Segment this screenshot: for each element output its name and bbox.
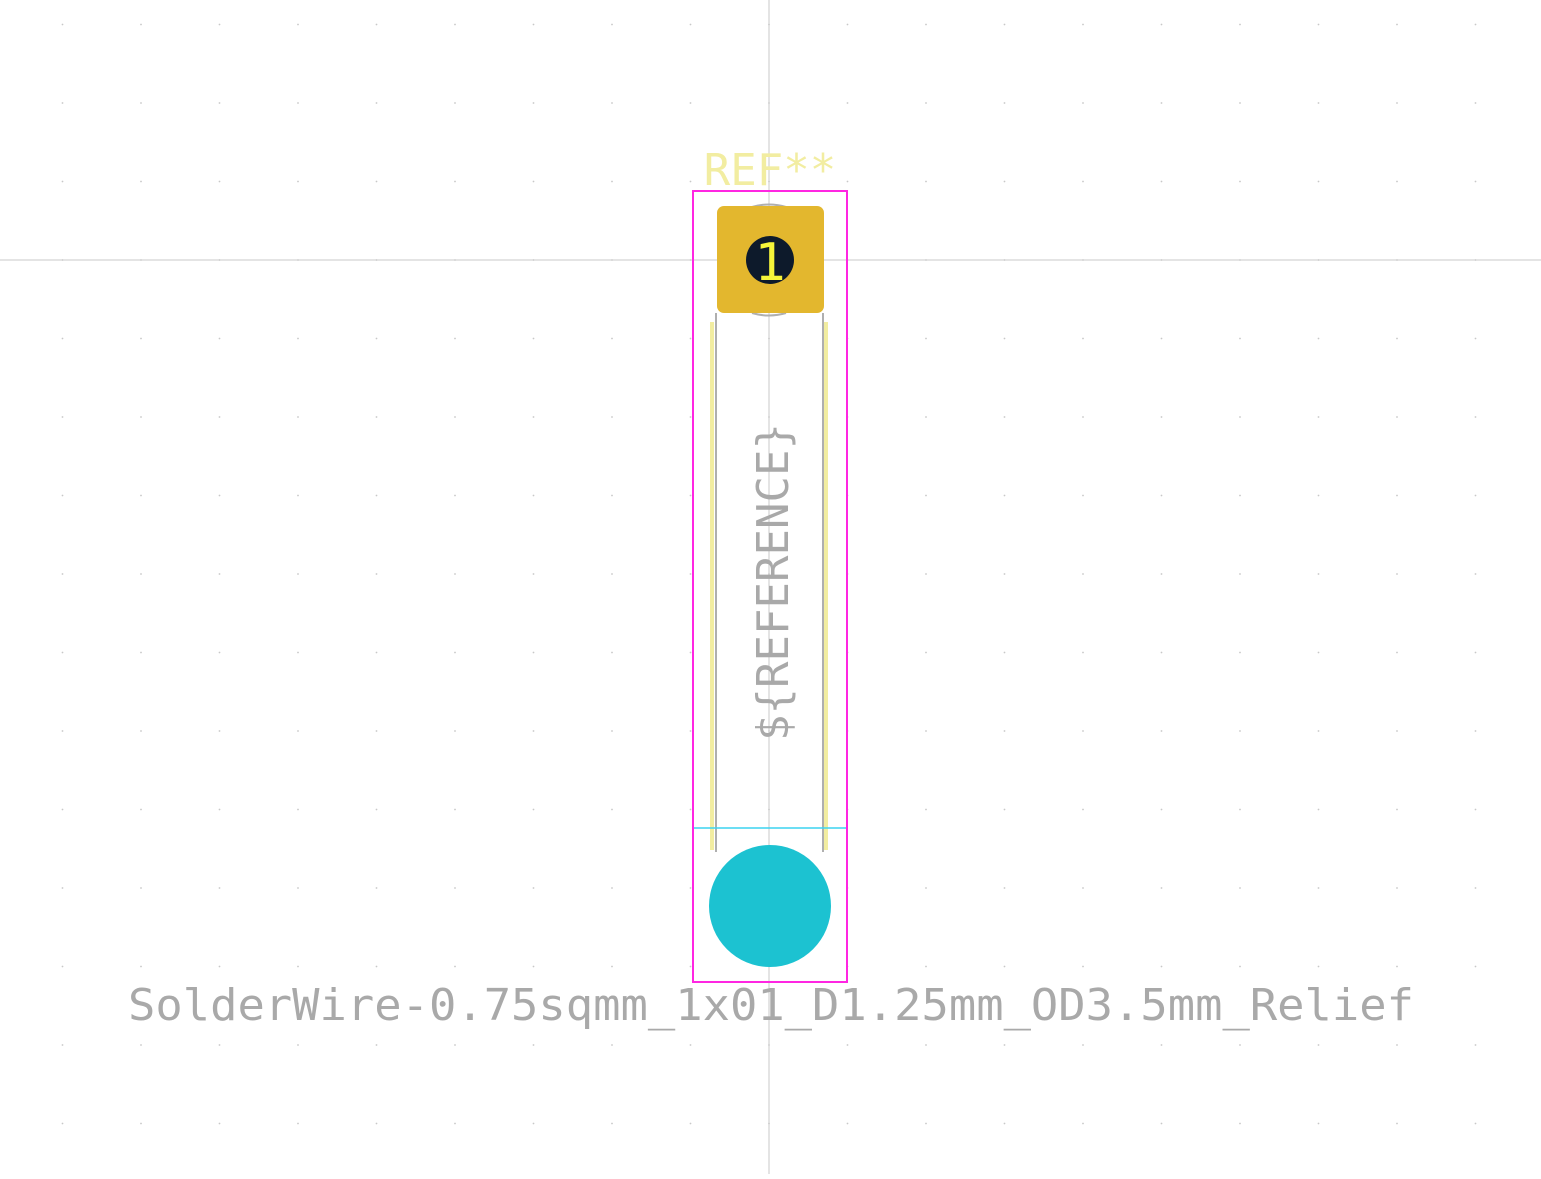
grid-dot	[1396, 24, 1398, 26]
grid-dot	[454, 809, 456, 811]
grid-dot	[1082, 809, 1084, 811]
grid-dot	[1082, 24, 1084, 26]
grid-dot	[62, 730, 64, 732]
grid-dot	[1475, 730, 1477, 732]
grid-dot	[533, 102, 535, 104]
grid-dot	[1082, 102, 1084, 104]
grid-dot	[1396, 1123, 1398, 1125]
grid-dot	[140, 102, 142, 104]
grid-dot	[1475, 652, 1477, 654]
grid-dot	[1396, 809, 1398, 811]
grid-dot	[62, 495, 64, 497]
grid-dot	[1161, 102, 1163, 104]
grid-dot	[376, 652, 378, 654]
grid-dot	[925, 102, 927, 104]
grid-dot	[219, 24, 221, 26]
grid-dot	[925, 24, 927, 26]
grid-dot	[925, 181, 927, 183]
grid-dot	[62, 181, 64, 183]
grid-dot	[1082, 966, 1084, 968]
grid-dot	[140, 730, 142, 732]
grid-dot	[1396, 573, 1398, 575]
grid-dot	[376, 338, 378, 340]
grid-dot	[376, 416, 378, 418]
grid-dot	[533, 338, 535, 340]
grid-dot	[1318, 730, 1320, 732]
grid-dot	[533, 416, 535, 418]
grid-dot	[454, 1123, 456, 1125]
grid-dot	[62, 573, 64, 575]
grid-dot	[1396, 181, 1398, 183]
grid-dot	[611, 652, 613, 654]
grid-dot	[611, 573, 613, 575]
grid-dot	[533, 1044, 535, 1046]
pad-number-label: 1	[754, 233, 786, 293]
grid-dot	[533, 809, 535, 811]
grid-dot	[1475, 102, 1477, 104]
grid-dot	[1161, 24, 1163, 26]
grid-dot	[376, 181, 378, 183]
grid-dot	[454, 652, 456, 654]
grid-dot	[297, 1123, 299, 1125]
strain-relief-circle-icon[interactable]	[709, 845, 831, 967]
grid-dot	[62, 102, 64, 104]
grid-dot	[454, 416, 456, 418]
grid-dot	[297, 887, 299, 889]
grid-dot	[690, 966, 692, 968]
grid-dot	[219, 338, 221, 340]
grid-dot	[690, 181, 692, 183]
grid-dot	[1318, 652, 1320, 654]
grid-dot	[140, 1123, 142, 1125]
grid-dot	[1239, 338, 1241, 340]
grid-dot	[1318, 1123, 1320, 1125]
grid-dot	[1239, 495, 1241, 497]
grid-dot	[533, 887, 535, 889]
grid-dot	[925, 887, 927, 889]
grid-dot	[1161, 495, 1163, 497]
grid-dot	[1161, 573, 1163, 575]
grid-dot	[140, 338, 142, 340]
grid-dot	[297, 573, 299, 575]
grid-dot	[376, 495, 378, 497]
grid-dot	[454, 181, 456, 183]
grid-dot	[1475, 181, 1477, 183]
grid-dot	[611, 1123, 613, 1125]
grid-dot	[219, 809, 221, 811]
grid-dot	[219, 730, 221, 732]
grid-dot	[1396, 416, 1398, 418]
grid-dot	[1082, 495, 1084, 497]
grid-dot	[454, 966, 456, 968]
grid-dot	[140, 966, 142, 968]
grid-dot	[925, 652, 927, 654]
grid-dot	[454, 24, 456, 26]
grid-dot	[454, 1044, 456, 1046]
grid-dot	[611, 416, 613, 418]
grid-dot	[1239, 573, 1241, 575]
grid-dot	[1475, 1123, 1477, 1125]
grid-dot	[219, 416, 221, 418]
grid-dot	[376, 1123, 378, 1125]
grid-dot	[140, 809, 142, 811]
grid-dot	[1239, 102, 1241, 104]
grid-dot	[847, 181, 849, 183]
grid-dot	[1161, 1044, 1163, 1046]
grid-dot	[1318, 573, 1320, 575]
grid-dot	[297, 338, 299, 340]
grid-dot	[1161, 652, 1163, 654]
grid-dot	[925, 1123, 927, 1125]
grid-dot	[1396, 102, 1398, 104]
grid-dot	[62, 1044, 64, 1046]
grid-dot	[376, 809, 378, 811]
grid-dot	[1475, 416, 1477, 418]
grid-dot	[925, 495, 927, 497]
grid-dot	[690, 1044, 692, 1046]
grid-dot	[611, 24, 613, 26]
grid-dot	[454, 338, 456, 340]
grid-dot	[690, 652, 692, 654]
grid-dot	[1475, 966, 1477, 968]
grid-dot	[925, 338, 927, 340]
grid-dot	[1239, 1123, 1241, 1125]
grid-dot	[847, 102, 849, 104]
grid-dot	[376, 24, 378, 26]
grid-dot	[297, 1044, 299, 1046]
grid-dot	[454, 495, 456, 497]
grid-dot	[690, 730, 692, 732]
grid-dot	[219, 966, 221, 968]
grid-dot	[1082, 730, 1084, 732]
grid-dot	[1004, 102, 1006, 104]
grid-dot	[1396, 887, 1398, 889]
grid-dot	[847, 24, 849, 26]
grid-dot	[847, 1044, 849, 1046]
grid-dot	[1396, 1044, 1398, 1046]
grid-dot	[1239, 181, 1241, 183]
grid-dot	[1318, 809, 1320, 811]
grid-dot	[690, 24, 692, 26]
grid-dot	[925, 416, 927, 418]
grid-dot	[1004, 24, 1006, 26]
grid-dot	[533, 181, 535, 183]
grid-dot	[1475, 809, 1477, 811]
grid-dot	[1082, 338, 1084, 340]
grid-dot	[1239, 966, 1241, 968]
grid-dot	[1396, 652, 1398, 654]
grid-dot	[1396, 730, 1398, 732]
grid-dot	[140, 181, 142, 183]
grid-dot	[611, 495, 613, 497]
grid-dot	[1239, 1044, 1241, 1046]
grid-dot	[1318, 338, 1320, 340]
grid-dot	[297, 495, 299, 497]
grid-dot	[690, 573, 692, 575]
grid-dot	[219, 652, 221, 654]
grid-dot	[1396, 966, 1398, 968]
grid-dot	[454, 730, 456, 732]
grid-dot	[219, 573, 221, 575]
grid-dot	[925, 809, 927, 811]
grid-dot	[376, 1044, 378, 1046]
grid-dot	[140, 24, 142, 26]
grid-dot	[140, 1044, 142, 1046]
grid-dot	[219, 181, 221, 183]
grid-dot	[62, 809, 64, 811]
grid-dot	[376, 966, 378, 968]
grid-dot	[1082, 416, 1084, 418]
grid-dot	[1161, 181, 1163, 183]
grid-dot	[1004, 181, 1006, 183]
grid-dot	[611, 887, 613, 889]
grid-dot	[62, 338, 64, 340]
grid-dot	[1475, 1044, 1477, 1046]
grid-dot	[62, 24, 64, 26]
grid-dot	[1318, 181, 1320, 183]
grid-dot	[297, 809, 299, 811]
grid-dot	[1082, 181, 1084, 183]
grid-dot	[454, 887, 456, 889]
grid-dot	[690, 102, 692, 104]
grid-dot	[62, 966, 64, 968]
grid-dot	[690, 495, 692, 497]
grid-dot	[454, 573, 456, 575]
grid-dot	[925, 573, 927, 575]
grid-dot	[1396, 338, 1398, 340]
grid-dot	[533, 966, 535, 968]
grid-dot	[297, 416, 299, 418]
grid-dot	[297, 966, 299, 968]
grid-dot	[140, 416, 142, 418]
grid-dot	[611, 809, 613, 811]
grid-dot	[1004, 966, 1006, 968]
grid-dot	[1318, 416, 1320, 418]
grid-dot	[690, 338, 692, 340]
grid-dot	[1318, 24, 1320, 26]
grid-dot	[1082, 1044, 1084, 1046]
grid-dot	[533, 24, 535, 26]
grid-dot	[1239, 416, 1241, 418]
grid-dot	[297, 181, 299, 183]
grid-dot	[297, 102, 299, 104]
grid-dot	[1318, 1044, 1320, 1046]
grid-dot	[847, 1123, 849, 1125]
grid-dot	[219, 887, 221, 889]
reference-field-text[interactable]: ${REFERENCE}	[748, 423, 799, 741]
grid-dot	[297, 24, 299, 26]
grid-dot	[1318, 966, 1320, 968]
grid-dot	[1004, 652, 1006, 654]
grid-dot	[611, 102, 613, 104]
grid-dot	[62, 887, 64, 889]
grid-dot	[140, 652, 142, 654]
grid-dot	[1318, 102, 1320, 104]
grid-dot	[219, 1123, 221, 1125]
grid-dot	[1475, 495, 1477, 497]
grid-dot	[690, 416, 692, 418]
grid-dot	[690, 809, 692, 811]
grid-dot	[1161, 809, 1163, 811]
grid-dot	[376, 573, 378, 575]
grid-dot	[1004, 495, 1006, 497]
grid-dot	[611, 181, 613, 183]
grid-dot	[1004, 573, 1006, 575]
grid-dot	[1475, 24, 1477, 26]
grid-dot	[533, 573, 535, 575]
grid-dot	[140, 573, 142, 575]
grid-dot	[1082, 652, 1084, 654]
grid-dot	[454, 102, 456, 104]
grid-dot	[1161, 338, 1163, 340]
grid-dot	[1239, 809, 1241, 811]
grid-dot	[376, 730, 378, 732]
grid-dot	[1004, 730, 1006, 732]
grid-dot	[1475, 573, 1477, 575]
grid-dot	[533, 495, 535, 497]
grid-dot	[219, 1044, 221, 1046]
grid-dot	[1004, 416, 1006, 418]
grid-dot	[140, 495, 142, 497]
grid-dot	[1239, 887, 1241, 889]
grid-dot	[1004, 338, 1006, 340]
footprint-value-text[interactable]: SolderWire-0.75sqmm_1x01_D1.25mm_OD3.5mm_Relief	[128, 980, 1414, 1031]
grid-dot	[1239, 652, 1241, 654]
grid-dot	[1004, 1044, 1006, 1046]
grid-dot	[219, 495, 221, 497]
grid-dot	[376, 887, 378, 889]
grid-dot	[1318, 887, 1320, 889]
grid-dot	[1239, 730, 1241, 732]
grid-dot	[690, 1123, 692, 1125]
grid-dot	[297, 652, 299, 654]
grid-dot	[1318, 495, 1320, 497]
grid-dot	[62, 652, 64, 654]
grid-dot	[611, 338, 613, 340]
grid-dot	[533, 730, 535, 732]
grid-dot	[1082, 1123, 1084, 1125]
grid-dot	[925, 1044, 927, 1046]
grid-dot	[1004, 887, 1006, 889]
grid-dot	[140, 887, 142, 889]
grid-dot	[219, 102, 221, 104]
grid-dot	[297, 730, 299, 732]
reference-designator[interactable]: REF**	[703, 145, 837, 196]
grid-dot	[1475, 338, 1477, 340]
grid-dot	[1161, 416, 1163, 418]
grid-dot	[611, 966, 613, 968]
grid-dot	[1004, 1123, 1006, 1125]
grid-dot	[925, 730, 927, 732]
grid-dot	[1161, 966, 1163, 968]
grid-dot	[533, 1123, 535, 1125]
grid-dot	[690, 887, 692, 889]
grid-dot	[1161, 730, 1163, 732]
grid-dot	[1082, 573, 1084, 575]
grid-dot	[1004, 809, 1006, 811]
grid-dot	[1475, 887, 1477, 889]
grid-dot	[611, 1044, 613, 1046]
grid-dot	[925, 966, 927, 968]
grid-dot	[1396, 495, 1398, 497]
grid-dot	[1161, 887, 1163, 889]
grid-dot	[611, 730, 613, 732]
grid-dot	[62, 416, 64, 418]
grid-dot	[62, 1123, 64, 1125]
grid-dot	[533, 652, 535, 654]
grid-dot	[1239, 24, 1241, 26]
grid-dot	[1161, 1123, 1163, 1125]
grid-dot	[376, 102, 378, 104]
grid-dot	[1082, 887, 1084, 889]
